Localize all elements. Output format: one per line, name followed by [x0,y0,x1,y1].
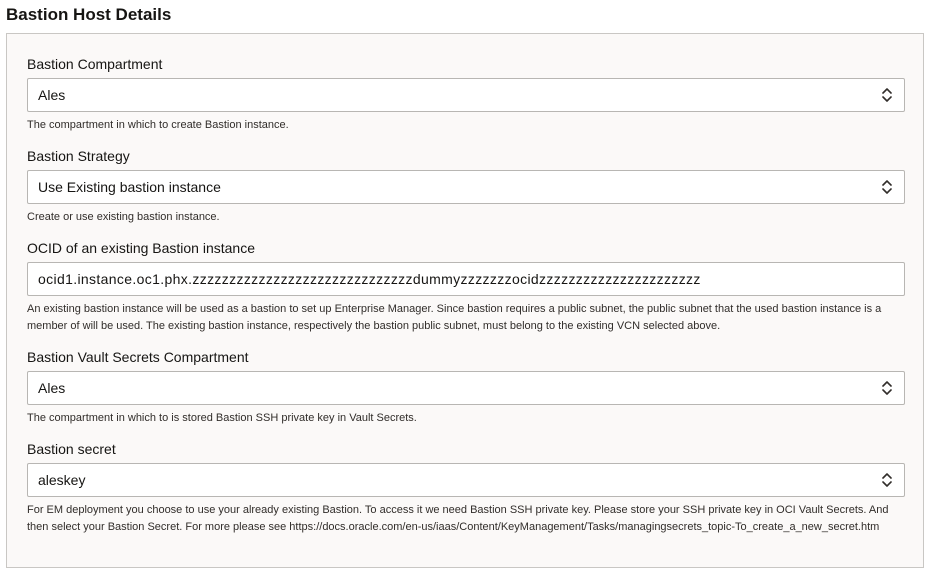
bastion-strategy-label: Bastion Strategy [27,148,130,164]
bastion-compartment-field [27,55,905,134]
bastion-strategy-select[interactable] [27,170,905,204]
vault-compartment-label: Bastion Vault Secrets Compartment [27,349,249,365]
section-title: Bastion Host Details [6,5,172,24]
bastion-secret-label: Bastion secret [27,441,116,457]
bastion-secret-select[interactable] [27,463,905,497]
chevron-up-down-icon [880,179,894,195]
bastion-ocid-field [27,239,905,335]
vault-compartment-value: Ales [38,380,66,396]
bastion-ocid-label: OCID of an existing Bastion instance [27,240,256,256]
chevron-up-down-icon [880,472,894,488]
vault-compartment-field [27,348,905,427]
bastion-strategy-help: Create or use existing bastion instance. [27,211,220,223]
bastion-strategy-value: Use Existing bastion instance [38,179,221,195]
bastion-ocid-value: ocid1.instance.oc1.phx.zzzzzzzzzzzzzzzzzzzzzzzzzzzzzzdummyzzzzzzzocidzzzzzzzzzzzzzzzzzzzzzz [38,271,701,287]
bastion-secret-field [27,440,905,536]
bastion-compartment-help: The compartment in which to create Bastion instance. [27,119,289,131]
bastion-details-panel [6,33,924,568]
bastion-ocid-input[interactable] [27,262,905,296]
bastion-strategy-field [27,147,905,226]
bastion-compartment-label: Bastion Compartment [27,56,163,72]
chevron-up-down-icon [880,380,894,396]
vault-compartment-help: The compartment in which to is stored Bastion SSH private key in Vault Secrets. [27,412,417,424]
bastion-secret-help: For EM deployment you choose to use your already existing Bastion. To access it we need Bastion SSH private key. Please store your SSH private key in OCI Vault Secrets. And then select your Bastion Secret. For more please see https://docs.oracle.com/en-us/iaas/Content/KeyManagement/Tasks/managingsecrets_topic-To_create_a_new_secret.htm [27,504,889,533]
chevron-up-down-icon [880,87,894,103]
bastion-compartment-value: Ales [38,87,66,103]
vault-compartment-select[interactable] [27,371,905,405]
bastion-secret-value: aleskey [38,472,86,488]
bastion-compartment-select[interactable] [27,78,905,112]
bastion-ocid-help: An existing bastion instance will be used as a bastion to set up Enterprise Manager. Since bastion requires a public subnet, the public subnet that the used bastion instance is a member of will be used. The existing bastion instance, respectively the bastion public subnet, must belong to the existing VCN selected above. [27,303,882,332]
